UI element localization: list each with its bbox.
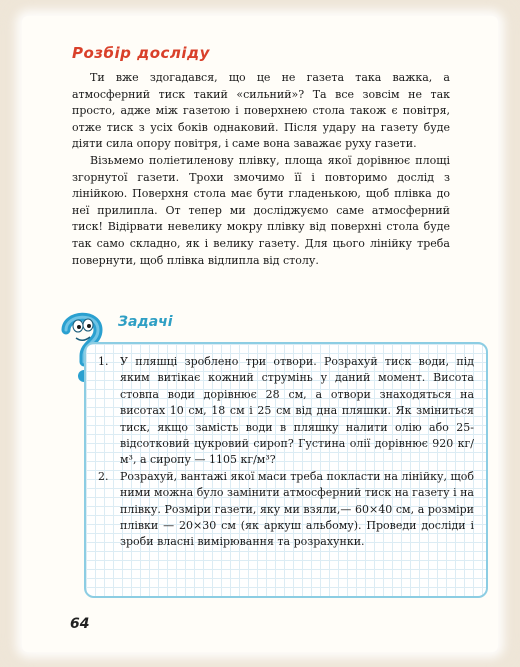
page-number: 64 xyxy=(70,616,90,632)
tasks-title: Задачі xyxy=(118,314,173,330)
task-item xyxy=(96,354,474,469)
section-title: Розбір досліду xyxy=(72,44,210,62)
task-text: Розрахуй, вантажі якої маси треба покласти на лінійку, щоб ними можна було замінити атмосферний тиск на газету і на плівку. Розміри газети, яку ми взяли,— 60×40 см, а розміри плівки — 20×30 см (як аркуш альбому). Проведи досліди і зроби власні вимірювання та розрахунки. xyxy=(120,469,474,549)
task-number: 2. xyxy=(98,469,109,483)
task-item xyxy=(96,469,474,551)
task-text: У пляшці зроблено три отвори. Розрахуй тиск води, під яким витікає кожний струмінь у даний момент. Висота стовпа води дорівнює 28 см, а отвори знаходяться на висотах 10 см, 18 см і 25 см від дна пляшки. Як зміниться тиск, якщо замість води в пляшку налити олію або 25-відсотковий цукровий сироп? Густина олії дорівнює 920 кг/м³, а сиропу — 1105 кг/м³? xyxy=(120,355,474,467)
task-list xyxy=(96,354,474,551)
paragraph: Візьмемо поліетиленову плівку, площа якої дорівнює площі згорнутої газети. Трохи змочимо її і повторимо дослід з лінійкою. Поверхня стола має бути гладенькою, щоб плівка до неї прилипла. От тепер ми досліджуємо саме атмосферний тиск! Відірвати невелику мокру плівку від поверхні стола буде так само складно, як і велику газету. Для цього лінійку треба повернути, щоб плівка відлипла від столу. xyxy=(72,153,450,267)
task-number: 1. xyxy=(98,355,109,368)
body-text xyxy=(72,70,450,269)
paragraph: Ти вже здогадався, що це не газета така важка, а атмосферний тиск такий «сильний»? Та все зовсім не так просто, адже між газетою і поверхнею стола також є повітря, отже тиск з усіх боків однаковий. Після удару на газету буде діяти сила опору повітря, і саме вона заважає руху газети. xyxy=(72,71,450,151)
